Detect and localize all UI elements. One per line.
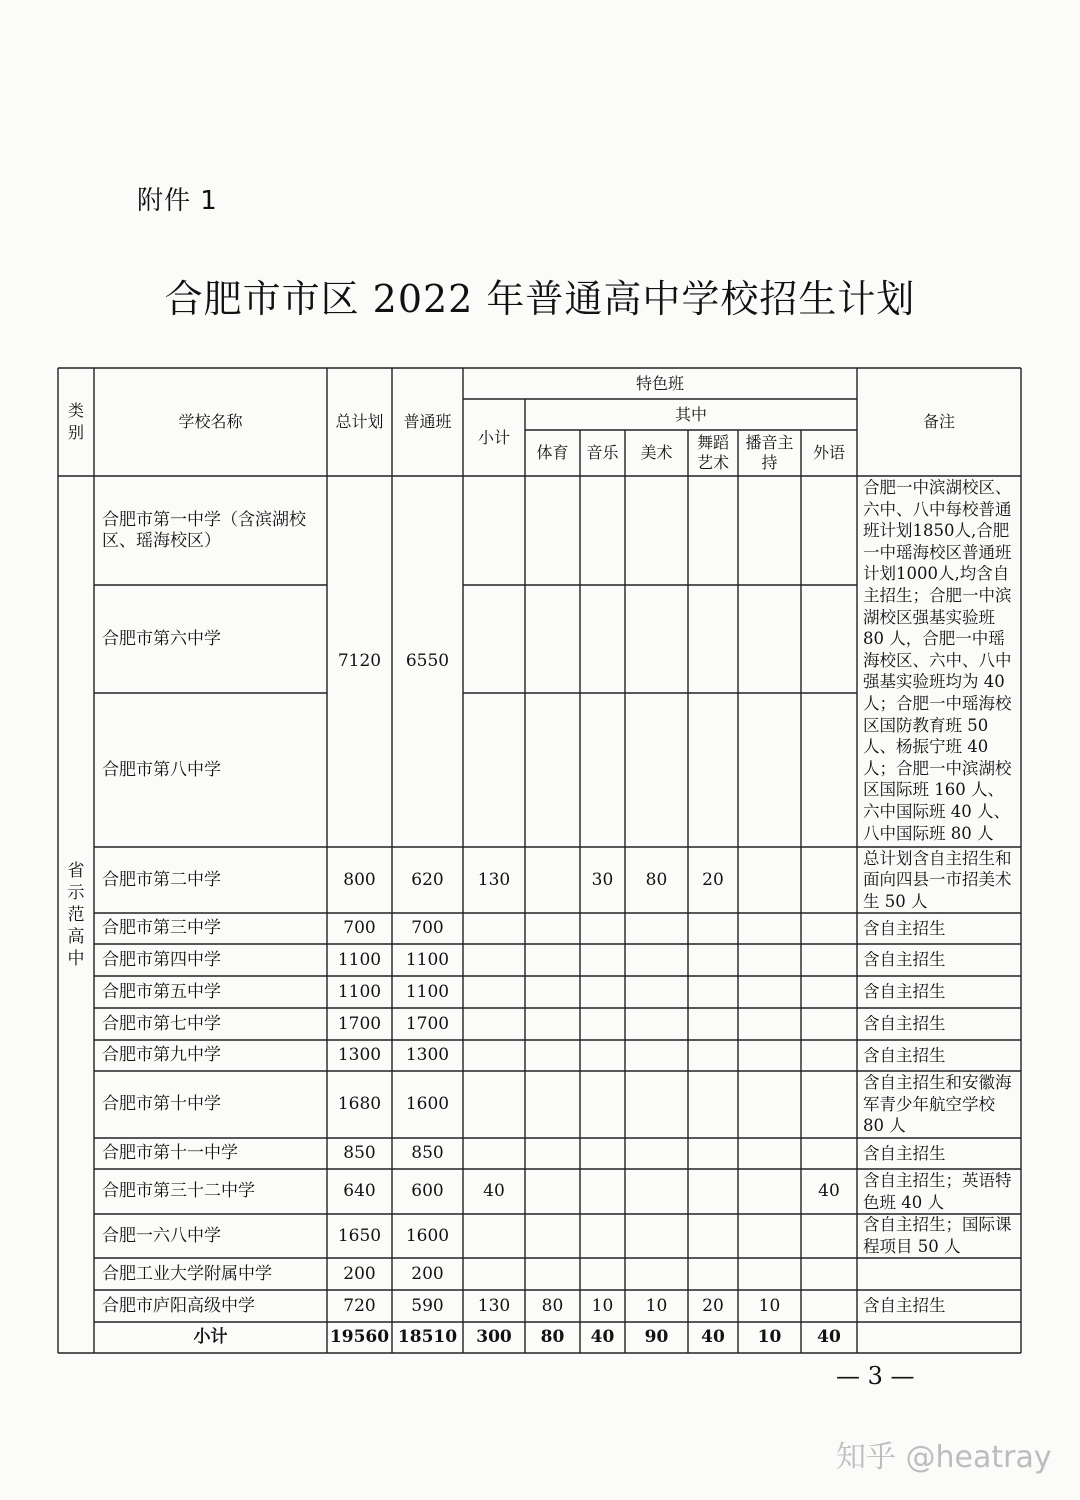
subtotal-count <box>463 944 525 976</box>
sports-count <box>525 1040 580 1071</box>
regular-plan: 600 <box>411 1181 444 1201</box>
school-name: 合肥市第二中学 <box>102 869 221 890</box>
broadcast-count <box>738 944 801 976</box>
art-count: 80 <box>645 869 668 890</box>
summary-art: 90 <box>644 1327 669 1347</box>
foreign-count <box>801 1258 857 1290</box>
music-count <box>580 944 625 976</box>
art-count <box>625 944 688 976</box>
summary-music: 40 <box>590 1327 615 1347</box>
dance-count <box>688 1169 738 1214</box>
watermark: 知乎 @heatray <box>836 1440 1052 1475</box>
total-plan: 1300 <box>337 1045 382 1065</box>
school-name: 合肥市第八中学 <box>102 759 221 780</box>
music-count <box>580 1169 625 1214</box>
total-plan: 800 <box>343 869 376 890</box>
dance-count: 20 <box>702 869 724 890</box>
summary-broadcast: 10 <box>757 1327 782 1347</box>
dance-count <box>688 1214 738 1258</box>
regular-plan: 1100 <box>405 981 450 1002</box>
subtotal-count <box>463 1258 525 1290</box>
regular-plan: 620 <box>411 869 444 890</box>
total-plan: 1100 <box>337 949 382 970</box>
subtotal-count <box>463 913 525 944</box>
subtotal-count <box>463 1214 525 1258</box>
art-count: 10 <box>645 1295 668 1316</box>
broadcast-count <box>738 1258 801 1290</box>
dance-count <box>688 1258 738 1290</box>
summary-regular: 18510 <box>397 1327 458 1347</box>
sports-count <box>525 1169 580 1214</box>
total-plan: 7120 <box>337 651 382 671</box>
remark-cell: 总计划含自主招生和面向四县一市招美术生 50 人 <box>863 848 1012 911</box>
regular-plan: 1300 <box>405 1045 450 1065</box>
art-count <box>625 913 688 944</box>
art-count <box>625 1169 688 1214</box>
page-number: — 3 — <box>836 1362 915 1390</box>
music-count <box>580 1258 625 1290</box>
header-among: 其中 <box>674 404 707 424</box>
total-plan: 700 <box>343 918 376 938</box>
header-total: 总计划 <box>335 412 384 431</box>
dance-count <box>688 1138 738 1169</box>
school-name: 合肥市第三十二中学 <box>102 1181 255 1201</box>
remark-cell: 合肥一中滨湖校区、六中、八中每校普通班计划1850人,合肥一中瑶海校区普通班计划1000人,均含自主招生；合肥一中滨湖校区强基实验班 80 人，合肥一中瑶海校区、六中、八中强基实验班均为 40 人；合肥一中瑶海校区国防教育班 50 人、杨振宁班 40 人；合肥一中滨湖校区国际班 160 人、六中国际班 40 人、八中国际班 80 人 <box>863 478 1012 843</box>
subtotal-count <box>463 976 525 1008</box>
school-name: 合肥市第三中学 <box>102 918 221 938</box>
category-label: 省示范高中 <box>67 860 85 969</box>
sports-count <box>525 1008 580 1040</box>
music-count <box>580 1008 625 1040</box>
school-name: 合肥市第十中学 <box>102 1094 221 1114</box>
summary-total: 19560 <box>329 1327 390 1347</box>
music-count <box>580 976 625 1008</box>
music-count <box>580 1071 625 1138</box>
foreign-count <box>801 1071 857 1138</box>
total-plan: 850 <box>343 1143 376 1163</box>
foreign-count <box>801 1008 857 1040</box>
foreign-count <box>801 1214 857 1258</box>
remark-cell: 含自主招生 <box>863 918 946 938</box>
remark-cell: 含自主招生 <box>863 1045 946 1065</box>
broadcast-count <box>738 1040 801 1071</box>
art-count <box>625 1071 688 1138</box>
header-foreign: 外语 <box>812 443 845 462</box>
foreign-count <box>801 913 857 944</box>
remark-cell: 含自主招生 <box>863 982 946 1002</box>
attachment-label: 附件 1 <box>137 186 218 216</box>
remark-cell: 含自主招生 <box>863 1014 946 1034</box>
subtotal-count <box>463 1071 525 1138</box>
sports-count <box>525 913 580 944</box>
regular-plan: 200 <box>411 1263 444 1284</box>
total-plan: 720 <box>343 1295 376 1316</box>
dance-count <box>688 1071 738 1138</box>
header-dance: 舞蹈艺术 <box>696 433 729 472</box>
sports-count <box>525 847 580 913</box>
header-broadcast: 播音主持 <box>745 433 794 472</box>
dance-count <box>688 944 738 976</box>
sports-count <box>525 976 580 1008</box>
header-subtotal: 小计 <box>477 427 510 447</box>
summary-foreign: 40 <box>817 1327 841 1347</box>
sports-count <box>525 1258 580 1290</box>
broadcast-count <box>738 1138 801 1169</box>
broadcast-count <box>738 976 801 1008</box>
dance-count <box>688 1040 738 1071</box>
music-count <box>580 1040 625 1071</box>
foreign-count <box>801 847 857 913</box>
header-music: 音乐 <box>586 443 619 462</box>
school-name: 合肥市第四中学 <box>102 949 221 970</box>
remark-cell: 含自主招生 <box>863 950 946 970</box>
art-count <box>625 1258 688 1290</box>
remark-cell: 含自主招生 <box>863 1143 946 1163</box>
remark-cell: 含自主招生；英语特色班 40 人 <box>863 1170 1012 1212</box>
total-plan: 1650 <box>337 1225 382 1246</box>
school-name: 合肥市第一中学（含滨湖校区、瑶海校区） <box>102 509 306 551</box>
art-count <box>625 1138 688 1169</box>
document-title: 合肥市市区 2022 年普通高中学校招生计划 <box>164 277 916 321</box>
remark-cell <box>857 1258 1021 1290</box>
broadcast-count <box>738 1214 801 1258</box>
sports-count <box>525 1071 580 1138</box>
dance-count: 20 <box>702 1295 724 1316</box>
sports-count <box>525 1138 580 1169</box>
regular-plan: 1700 <box>405 1013 450 1034</box>
school-name: 合肥市第九中学 <box>102 1045 221 1065</box>
school-name: 合肥一六八中学 <box>102 1225 221 1246</box>
header-special: 特色班 <box>635 373 684 393</box>
school-name: 合肥市第六中学 <box>102 628 221 649</box>
broadcast-count <box>738 847 801 913</box>
header-art: 美术 <box>640 443 673 462</box>
regular-plan: 1600 <box>405 1094 450 1114</box>
total-plan: 200 <box>343 1263 376 1284</box>
sports-count: 80 <box>541 1295 564 1316</box>
school-name: 合肥市庐阳高级中学 <box>102 1295 255 1316</box>
regular-plan: 6550 <box>405 651 450 671</box>
remark-cell: 含自主招生；国际课程项目 50 人 <box>863 1215 1012 1256</box>
music-count <box>580 1138 625 1169</box>
summary-subtotal: 300 <box>476 1327 512 1347</box>
subtotal-count <box>463 1008 525 1040</box>
dance-count <box>688 913 738 944</box>
sports-count <box>525 1214 580 1258</box>
foreign-count <box>801 944 857 976</box>
summary-label: 小计 <box>193 1327 228 1347</box>
subtotal-count: 130 <box>477 1295 511 1316</box>
broadcast-count <box>738 1008 801 1040</box>
remark-cell: 含自主招生 <box>863 1296 946 1316</box>
total-plan: 640 <box>343 1181 376 1201</box>
regular-plan: 1100 <box>405 949 450 970</box>
header-remarks: 备注 <box>922 412 955 431</box>
school-name: 合肥工业大学附属中学 <box>102 1263 272 1284</box>
sports-count <box>525 944 580 976</box>
subtotal-count <box>463 1138 525 1169</box>
subtotal-count <box>463 1040 525 1071</box>
header-category: 类别 <box>67 401 84 442</box>
music-count: 10 <box>591 1295 614 1316</box>
dance-count <box>688 976 738 1008</box>
total-plan: 1700 <box>337 1013 382 1034</box>
regular-plan: 850 <box>411 1143 444 1163</box>
foreign-count <box>801 1290 857 1322</box>
subtotal-count: 40 <box>483 1181 505 1201</box>
header-school: 学校名称 <box>178 412 243 431</box>
header-sports: 体育 <box>536 443 569 462</box>
subtotal-count: 130 <box>477 869 511 890</box>
art-count <box>625 1008 688 1040</box>
foreign-count <box>801 976 857 1008</box>
foreign-count <box>801 1040 857 1071</box>
summary-dance: 40 <box>701 1327 725 1347</box>
summary-sports: 80 <box>540 1327 565 1347</box>
broadcast-count: 10 <box>758 1295 781 1316</box>
header-regular: 普通班 <box>403 412 452 431</box>
dance-count <box>688 1008 738 1040</box>
regular-plan: 700 <box>411 918 444 938</box>
total-plan: 1680 <box>337 1094 382 1114</box>
art-count <box>625 1040 688 1071</box>
total-plan: 1100 <box>337 981 382 1002</box>
broadcast-count <box>738 1169 801 1214</box>
music-count <box>580 913 625 944</box>
broadcast-count <box>738 1071 801 1138</box>
school-name: 合肥市第十一中学 <box>102 1143 238 1163</box>
art-count <box>625 1214 688 1258</box>
music-count <box>580 1214 625 1258</box>
regular-plan: 1600 <box>405 1225 450 1246</box>
broadcast-count <box>738 913 801 944</box>
foreign-count <box>801 1138 857 1169</box>
school-name: 合肥市第五中学 <box>102 981 221 1002</box>
foreign-count: 40 <box>818 1181 840 1201</box>
music-count: 30 <box>591 869 614 890</box>
remark-cell: 含自主招生和安徽海军青少年航空学校 80 人 <box>863 1073 1012 1136</box>
school-name: 合肥市第七中学 <box>102 1013 221 1034</box>
art-count <box>625 976 688 1008</box>
regular-plan: 590 <box>411 1295 444 1316</box>
